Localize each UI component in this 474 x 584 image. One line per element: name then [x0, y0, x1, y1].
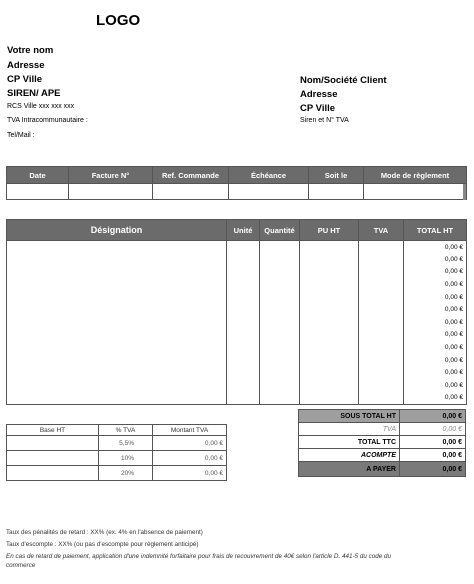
item-total-ht: 0,00 €	[404, 354, 467, 367]
item-quantity[interactable]	[260, 241, 300, 254]
vat-row	[7, 466, 227, 481]
item-tva[interactable]	[359, 241, 404, 254]
deposit-value[interactable]: 0,00 €	[400, 449, 466, 462]
item-unit-price[interactable]	[300, 392, 359, 405]
item-unit-price[interactable]	[300, 366, 359, 379]
header-due-date: Échéance	[229, 167, 309, 184]
sender-tva: TVA Intracommunautaire :	[7, 117, 88, 124]
item-total-ht: 0,00 €	[404, 241, 467, 254]
table-row	[7, 379, 467, 392]
sender-name: Votre nom	[7, 45, 54, 56]
table-row	[7, 266, 467, 279]
amount-due-label: A PAYER	[299, 462, 400, 477]
subtotal-label: SOUS TOTAL HT	[299, 410, 400, 423]
item-unit[interactable]	[227, 291, 260, 304]
sender-siren: SIREN/ APE	[7, 88, 61, 99]
item-total-ht: 0,00 €	[404, 379, 467, 392]
item-designation[interactable]	[7, 278, 227, 291]
item-designation[interactable]	[7, 303, 227, 316]
item-tva[interactable]	[359, 291, 404, 304]
header-payment-mode: Mode de règlement	[364, 167, 467, 184]
totals-table	[298, 409, 466, 477]
item-quantity[interactable]	[260, 266, 300, 279]
item-designation[interactable]	[7, 379, 227, 392]
item-quantity[interactable]	[260, 354, 300, 367]
client-siren: Siren et N° TVA	[300, 117, 349, 124]
item-designation[interactable]	[7, 266, 227, 279]
invoice-info-table	[6, 166, 467, 200]
sender-contact: Tel/Mail :	[7, 132, 35, 139]
vat-rate: 10%	[99, 451, 153, 466]
header-tva: TVA	[359, 220, 404, 241]
item-quantity[interactable]	[260, 366, 300, 379]
item-unit-price[interactable]	[300, 278, 359, 291]
header-vat-amount: Montant TVA	[153, 425, 227, 436]
item-tva[interactable]	[359, 316, 404, 329]
item-total-ht: 0,00 €	[404, 392, 467, 405]
item-quantity[interactable]	[260, 341, 300, 354]
item-unit[interactable]	[227, 278, 260, 291]
cell-due-date[interactable]	[229, 184, 309, 200]
table-row	[7, 241, 467, 254]
item-quantity[interactable]	[260, 392, 300, 405]
item-total-ht: 0,00 €	[404, 253, 467, 266]
item-tva[interactable]	[359, 341, 404, 354]
header-paid-on: Soit le	[309, 167, 364, 184]
vat-amount: 0,00 €	[153, 466, 227, 481]
item-total-ht: 0,00 €	[404, 341, 467, 354]
header-quantity: Quantité	[260, 220, 300, 241]
item-unit-price[interactable]	[300, 354, 359, 367]
vat-row	[7, 436, 227, 451]
item-designation[interactable]	[7, 316, 227, 329]
item-unit[interactable]	[227, 392, 260, 405]
item-unit-price[interactable]	[300, 253, 359, 266]
item-designation[interactable]	[7, 241, 227, 254]
vat-amount: 0,00 €	[153, 451, 227, 466]
item-unit-price[interactable]	[300, 241, 359, 254]
item-quantity[interactable]	[260, 278, 300, 291]
client-address: Adresse	[300, 89, 338, 100]
item-designation[interactable]	[7, 354, 227, 367]
deposit-label: ACOMPTE	[299, 449, 400, 462]
footer-recovery-fee-cont: commerce	[6, 562, 36, 569]
item-tva[interactable]	[359, 392, 404, 405]
item-unit[interactable]	[227, 266, 260, 279]
header-unit-price: PU HT	[300, 220, 359, 241]
table-row	[7, 303, 467, 316]
item-quantity[interactable]	[260, 253, 300, 266]
client-city: CP Ville	[300, 103, 336, 114]
item-total-ht: 0,00 €	[404, 366, 467, 379]
item-tva[interactable]	[359, 303, 404, 316]
item-total-ht: 0,00 €	[404, 329, 467, 342]
item-unit[interactable]	[227, 354, 260, 367]
subtotal-value: 0,00 €	[400, 410, 466, 423]
item-quantity[interactable]	[260, 379, 300, 392]
item-total-ht: 0,00 €	[404, 291, 467, 304]
client-name: Nom/Société Client	[300, 75, 387, 86]
table-row	[7, 316, 467, 329]
item-designation[interactable]	[7, 329, 227, 342]
ttc-label: TOTAL TTC	[299, 436, 400, 449]
vat-amount: 0,00 €	[153, 436, 227, 451]
table-row	[7, 354, 467, 367]
item-tva[interactable]	[359, 379, 404, 392]
header-vat-rate: % TVA	[99, 425, 153, 436]
item-total-ht: 0,00 €	[404, 278, 467, 291]
footer-late-penalty: Taux des pénalités de retard : XX% (ex. 4% en l'absence de paiement)	[6, 529, 203, 536]
ttc-value: 0,00 €	[400, 436, 466, 449]
tva-total-value: 0,00 €	[400, 423, 466, 436]
cell-order-ref[interactable]	[153, 184, 229, 200]
header-unit: Unité	[227, 220, 260, 241]
cell-invoice-number[interactable]	[69, 184, 153, 200]
item-tva[interactable]	[359, 366, 404, 379]
table-row	[7, 366, 467, 379]
item-unit-price[interactable]	[300, 329, 359, 342]
item-tva[interactable]	[359, 278, 404, 291]
footer-discount: Taux d'escompte : XX% (ou pas d'escompte pour règlement anticipé)	[6, 541, 199, 548]
table-row	[7, 253, 467, 266]
sender-city: CP Ville	[7, 74, 43, 85]
item-total-ht: 0,00 €	[404, 316, 467, 329]
vat-row	[7, 451, 227, 466]
item-unit[interactable]	[227, 253, 260, 266]
items-table	[6, 219, 467, 405]
item-tva[interactable]	[359, 266, 404, 279]
item-tva[interactable]	[359, 329, 404, 342]
vat-rate: 5,5%	[99, 436, 153, 451]
item-unit[interactable]	[227, 341, 260, 354]
vat-base[interactable]	[7, 466, 99, 481]
vat-base[interactable]	[7, 436, 99, 451]
item-tva[interactable]	[359, 253, 404, 266]
cell-payment-mode[interactable]	[364, 184, 467, 200]
table-row	[7, 341, 467, 354]
item-quantity[interactable]	[260, 329, 300, 342]
vat-base[interactable]	[7, 451, 99, 466]
table-row	[7, 329, 467, 342]
logo-text: LOGO	[96, 12, 141, 29]
table-row	[7, 278, 467, 291]
vat-rate: 20%	[99, 466, 153, 481]
header-total-ht: TOTAL HT	[404, 220, 467, 241]
item-total-ht: 0,00 €	[404, 303, 467, 316]
item-unit[interactable]	[227, 379, 260, 392]
amount-due-value: 0,00 €	[400, 462, 466, 477]
item-quantity[interactable]	[260, 316, 300, 329]
table-row	[7, 392, 467, 405]
tva-total-label: TVA	[299, 423, 400, 436]
sender-rcs: RCS Ville xxx xxx xxx	[7, 103, 75, 110]
header-invoice-number: Facture N°	[69, 167, 153, 184]
item-designation[interactable]	[7, 392, 227, 405]
footer-recovery-fee: En cas de retard de paiement, application d'une indemnité forfaitaire pour frais de recouvrement de 40€ selon l'article D. 441-5 du code du	[6, 553, 391, 560]
item-unit[interactable]	[227, 329, 260, 342]
item-unit-price[interactable]	[300, 341, 359, 354]
item-quantity[interactable]	[260, 303, 300, 316]
item-unit[interactable]	[227, 316, 260, 329]
header-date: Date	[7, 167, 69, 184]
item-tva[interactable]	[359, 354, 404, 367]
item-unit-price[interactable]	[300, 291, 359, 304]
item-unit-price[interactable]	[300, 316, 359, 329]
item-unit[interactable]	[227, 241, 260, 254]
header-base-ht: Base HT	[7, 425, 99, 436]
item-designation[interactable]	[7, 341, 227, 354]
item-quantity[interactable]	[260, 291, 300, 304]
item-unit-price[interactable]	[300, 266, 359, 279]
cell-date[interactable]	[7, 184, 69, 200]
row-marker	[463, 184, 466, 200]
table-row	[7, 291, 467, 304]
cell-paid-on[interactable]	[309, 184, 364, 200]
item-unit-price[interactable]	[300, 303, 359, 316]
header-order-ref: Ref. Commande	[153, 167, 229, 184]
item-unit[interactable]	[227, 303, 260, 316]
vat-table	[6, 424, 227, 481]
item-designation[interactable]	[7, 366, 227, 379]
item-designation[interactable]	[7, 291, 227, 304]
header-designation: Désignation	[7, 220, 227, 241]
item-unit-price[interactable]	[300, 379, 359, 392]
item-unit[interactable]	[227, 366, 260, 379]
sender-address: Adresse	[7, 60, 45, 71]
item-total-ht: 0,00 €	[404, 266, 467, 279]
item-designation[interactable]	[7, 253, 227, 266]
